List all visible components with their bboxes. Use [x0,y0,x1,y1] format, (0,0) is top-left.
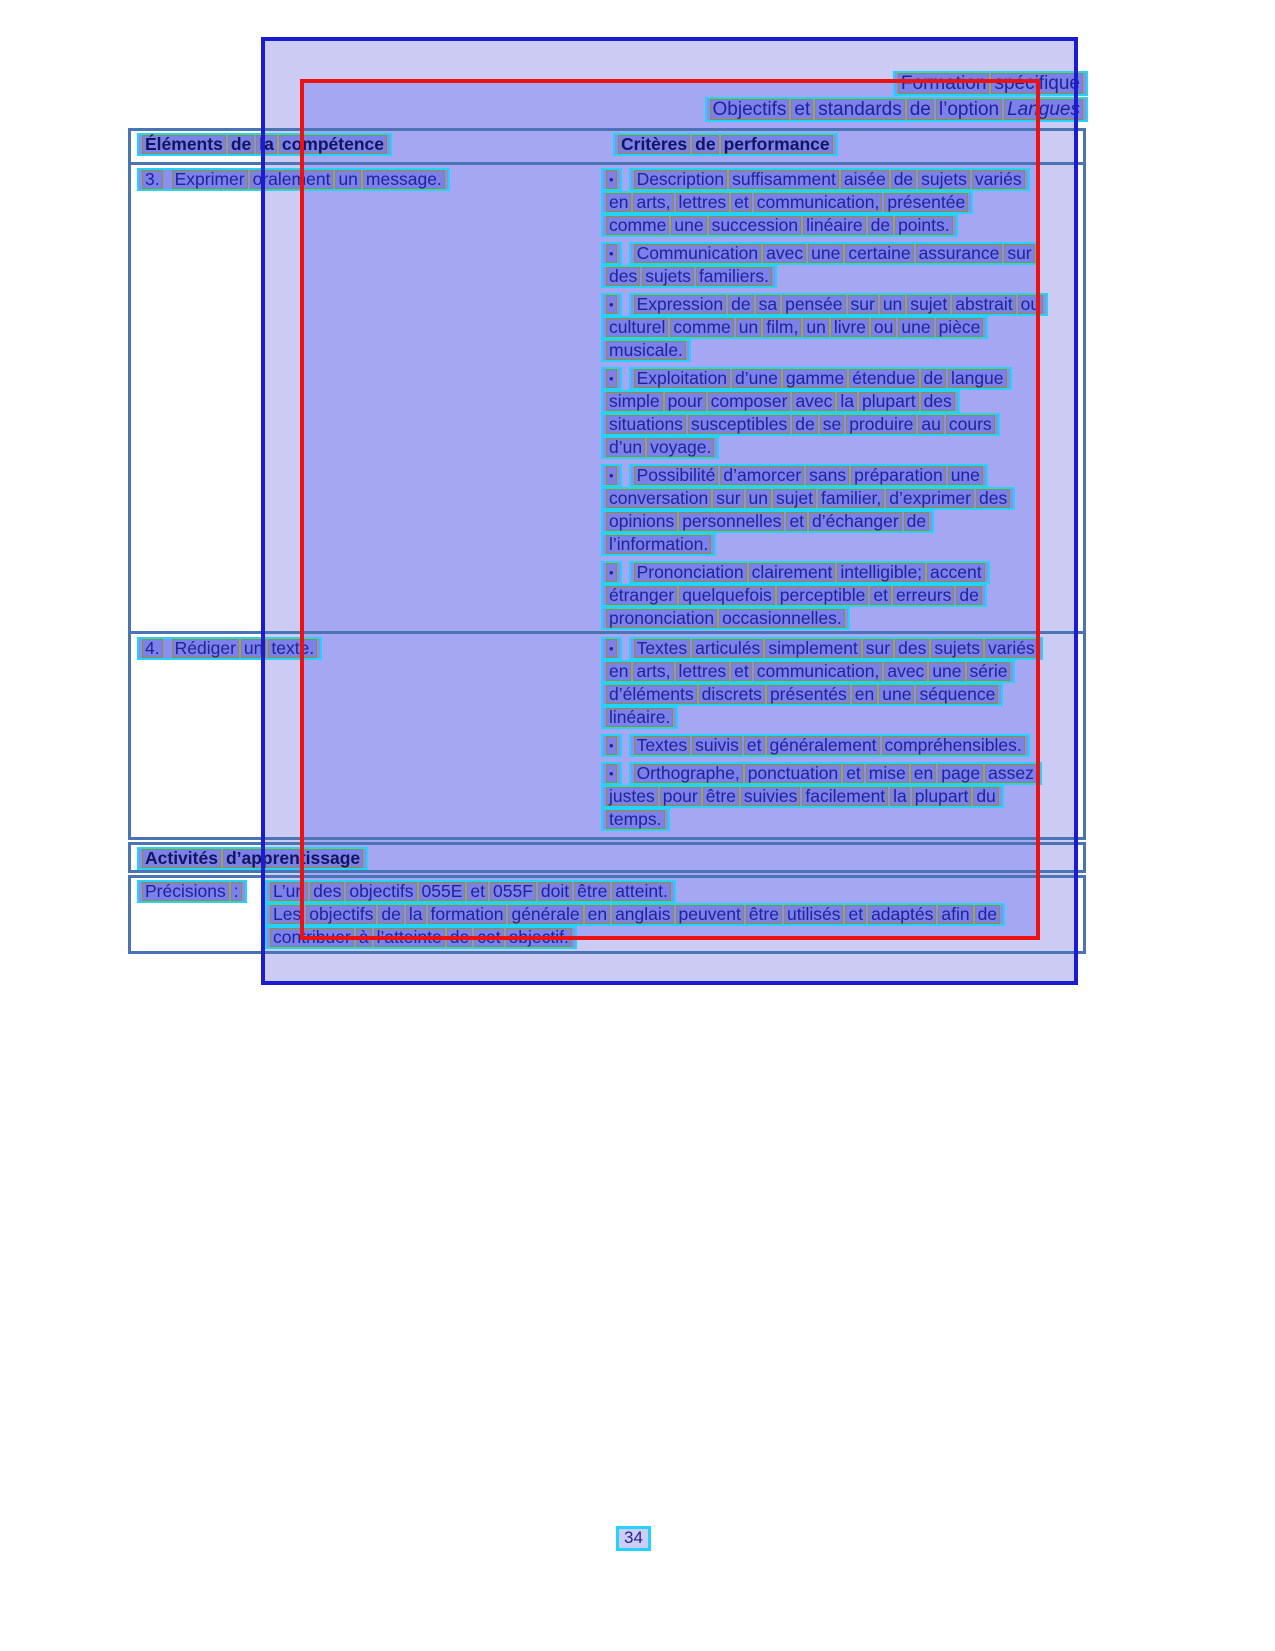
bullet-icon: • [601,762,622,785]
criterion-item: • Prononciation clairement intelligible; accent étranger quelquefois perceptible et erreurs de prononciation occasionnelles. [601,561,1087,630]
bullet-icon: • [601,637,622,660]
header-line-1-text: Formation spécifique [897,73,1084,94]
bullet-icon: • [601,734,622,757]
column-header-criteria: Critères de performance [617,134,834,154]
bullet-icon: • [601,293,622,316]
header-line-2-text: Objectifs et standards de l’option [709,99,1004,120]
page-number: 34 [616,1526,651,1551]
activities-title: Activités d’apprentissage [141,848,364,868]
precisions-text: L’un des objectifs 055E et 055F doit être atteint. Les objectifs de la formation générale en anglais peuvent être utilisés et adaptés afin de contribuer à l’atteinte de cet objectif. [265,880,1005,949]
bullet-icon: • [601,367,622,390]
header-line-2-italic: Langues [1003,99,1084,120]
element-text-3: 3. Exprimer oralement un message. [141,169,446,189]
precisions-label: Précisions : [141,881,243,901]
bullet-icon: • [601,242,622,265]
criterion-item: • Textes suivis et généralement compréhensibles. [601,734,1087,757]
bullet-icon: • [601,168,622,191]
criterion-item: • Possibilité d’amorcer sans préparation une conversation sur un sujet familier, d’exprimer des opinions personnelles et d’échanger de l’information. [601,464,1087,556]
criterion-item: • Orthographe, ponctuation et mise en page assez justes pour être suivies facilement la plupart du temps. [601,762,1087,831]
criterion-item: • Exploitation d’une gamme étendue de langue simple pour composer avec la plupart des situations susceptibles de se produire au cours d’un voyage. [601,367,1087,459]
criterion-item: • Textes articulés simplement sur des sujets variés en arts, lettres et communication, avec une série d’éléments discrets présentés en une séquence linéaire. [601,637,1087,729]
annotation-region-box [300,79,1040,940]
criterion-item: • Communication avec une certaine assurance sur des sujets familiers. [601,242,1087,288]
bullet-icon: • [601,464,622,487]
criterion-item: • Expression de sa pensée sur un sujet abstrait ou culturel comme un film, un livre ou une pièce musicale. [601,293,1087,362]
column-header-elements: Éléments de la compétence [141,134,388,154]
bullet-icon: • [601,561,622,584]
criterion-item: • Description suffisamment aisée de sujets variés en arts, lettres et communication, présentée comme une succession linéaire de points. [601,168,1087,237]
element-text-4: 4. Rédiger un texte. [141,638,318,658]
